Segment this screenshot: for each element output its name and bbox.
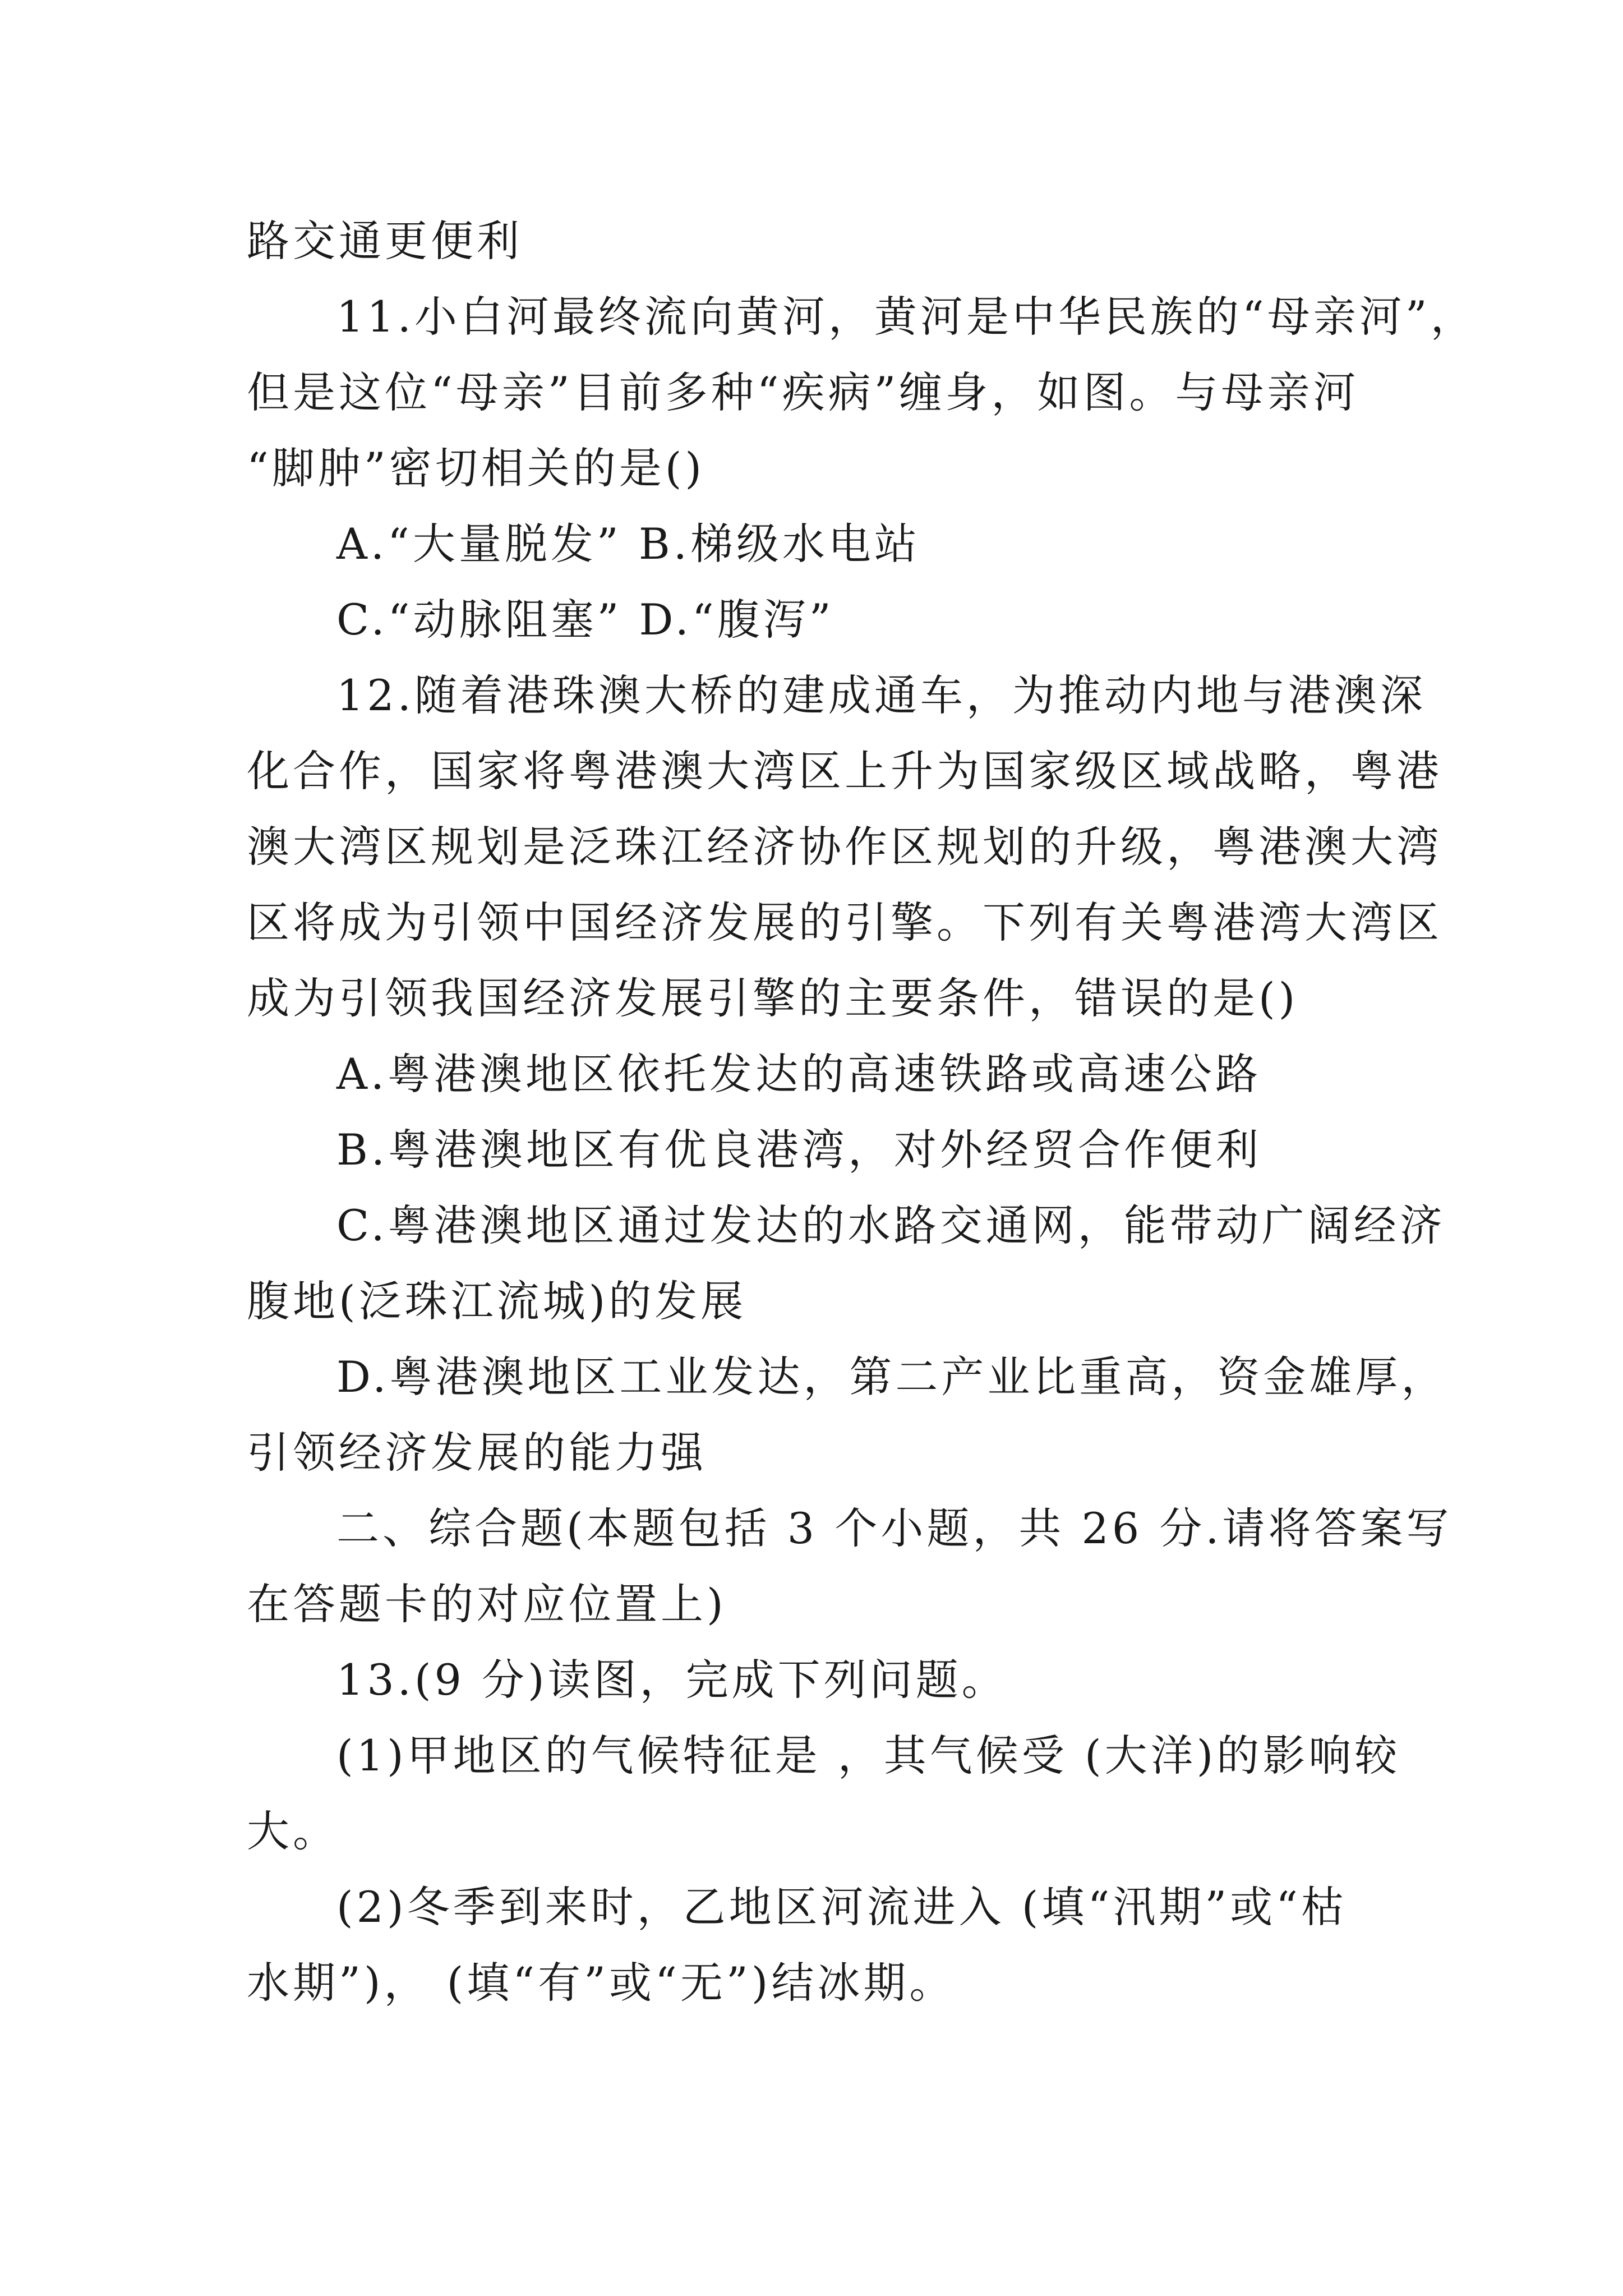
section-2-heading: 二、综合题(本题包括 3 个小题，共 26 分.请将答案写 [336, 1503, 1453, 1553]
question-12-option-c-line-2: 腹地(泛珠江流城)的发展 [247, 1276, 747, 1326]
question-12-stem-line-5: 成为引领我国经济发展引擎的主要条件，错误的是() [247, 973, 1299, 1023]
question-12-stem-line-4: 区将成为引领中国经济发展的引擎。下列有关粤港湾大湾区 [247, 898, 1442, 947]
question-13-part-1: (1)甲地区的气候特征是 ，其气候受 (大洋)的影响较 [336, 1731, 1401, 1780]
question-12-option-b: B.粤港澳地区有优良港湾，对外经贸合作便利 [336, 1125, 1262, 1175]
question-11-options-cd: C.“动脉阻塞” D.“腹泻” [336, 595, 834, 645]
question-13-stem: 13.(9 分)读图，完成下列问题。 [336, 1655, 1008, 1705]
section-2-heading-line-2: 在答题卡的对应位置上) [247, 1579, 727, 1629]
question-13-part-1-line-2: 大。 [247, 1806, 339, 1856]
question-12-option-d: D.粤港澳地区工业发达，第二产业比重高，资金雄厚， [336, 1352, 1447, 1402]
question-12-stem-line-2: 化合作，国家将粤港澳大湾区上升为国家级区域战略，粤港 [247, 746, 1442, 796]
question-11-stem: 11.小白河最终流向黄河，黄河是中华民族的“母亲河”， [336, 292, 1477, 342]
question-11-stem-line-2: 但是这位“母亲”目前多种“疾病”缠身，如图。与母亲河 [247, 367, 1359, 417]
question-12-option-c: C.粤港澳地区通过发达的水路交通网，能带动广阔经济 [336, 1200, 1446, 1250]
question-13-part-2: (2)冬季到来时，乙地区河流进入 (填“汛期”或“枯 [336, 1882, 1348, 1932]
text-line-continuation: 路交通更便利 [247, 216, 523, 266]
question-11-options-ab: A.“大量脱发” B.梯级水电站 [336, 519, 920, 569]
question-11-stem-line-3: “脚肿”密切相关的是() [247, 443, 706, 493]
question-13-part-2-line-2: 水期”)， (填“有”或“无”)结冰期。 [247, 1958, 956, 2008]
question-12-stem-line-3: 澳大湾区规划是泛珠江经济协作区规划的升级，粤港澳大湾 [247, 822, 1442, 872]
question-12-option-a: A.粤港澳地区依托发达的高速铁路或高速公路 [336, 1049, 1262, 1099]
question-12-option-d-line-2: 引领经济发展的能力强 [247, 1428, 707, 1478]
question-12-stem: 12.随着港珠澳大桥的建成通车，为推动内地与港澳深 [336, 670, 1426, 720]
